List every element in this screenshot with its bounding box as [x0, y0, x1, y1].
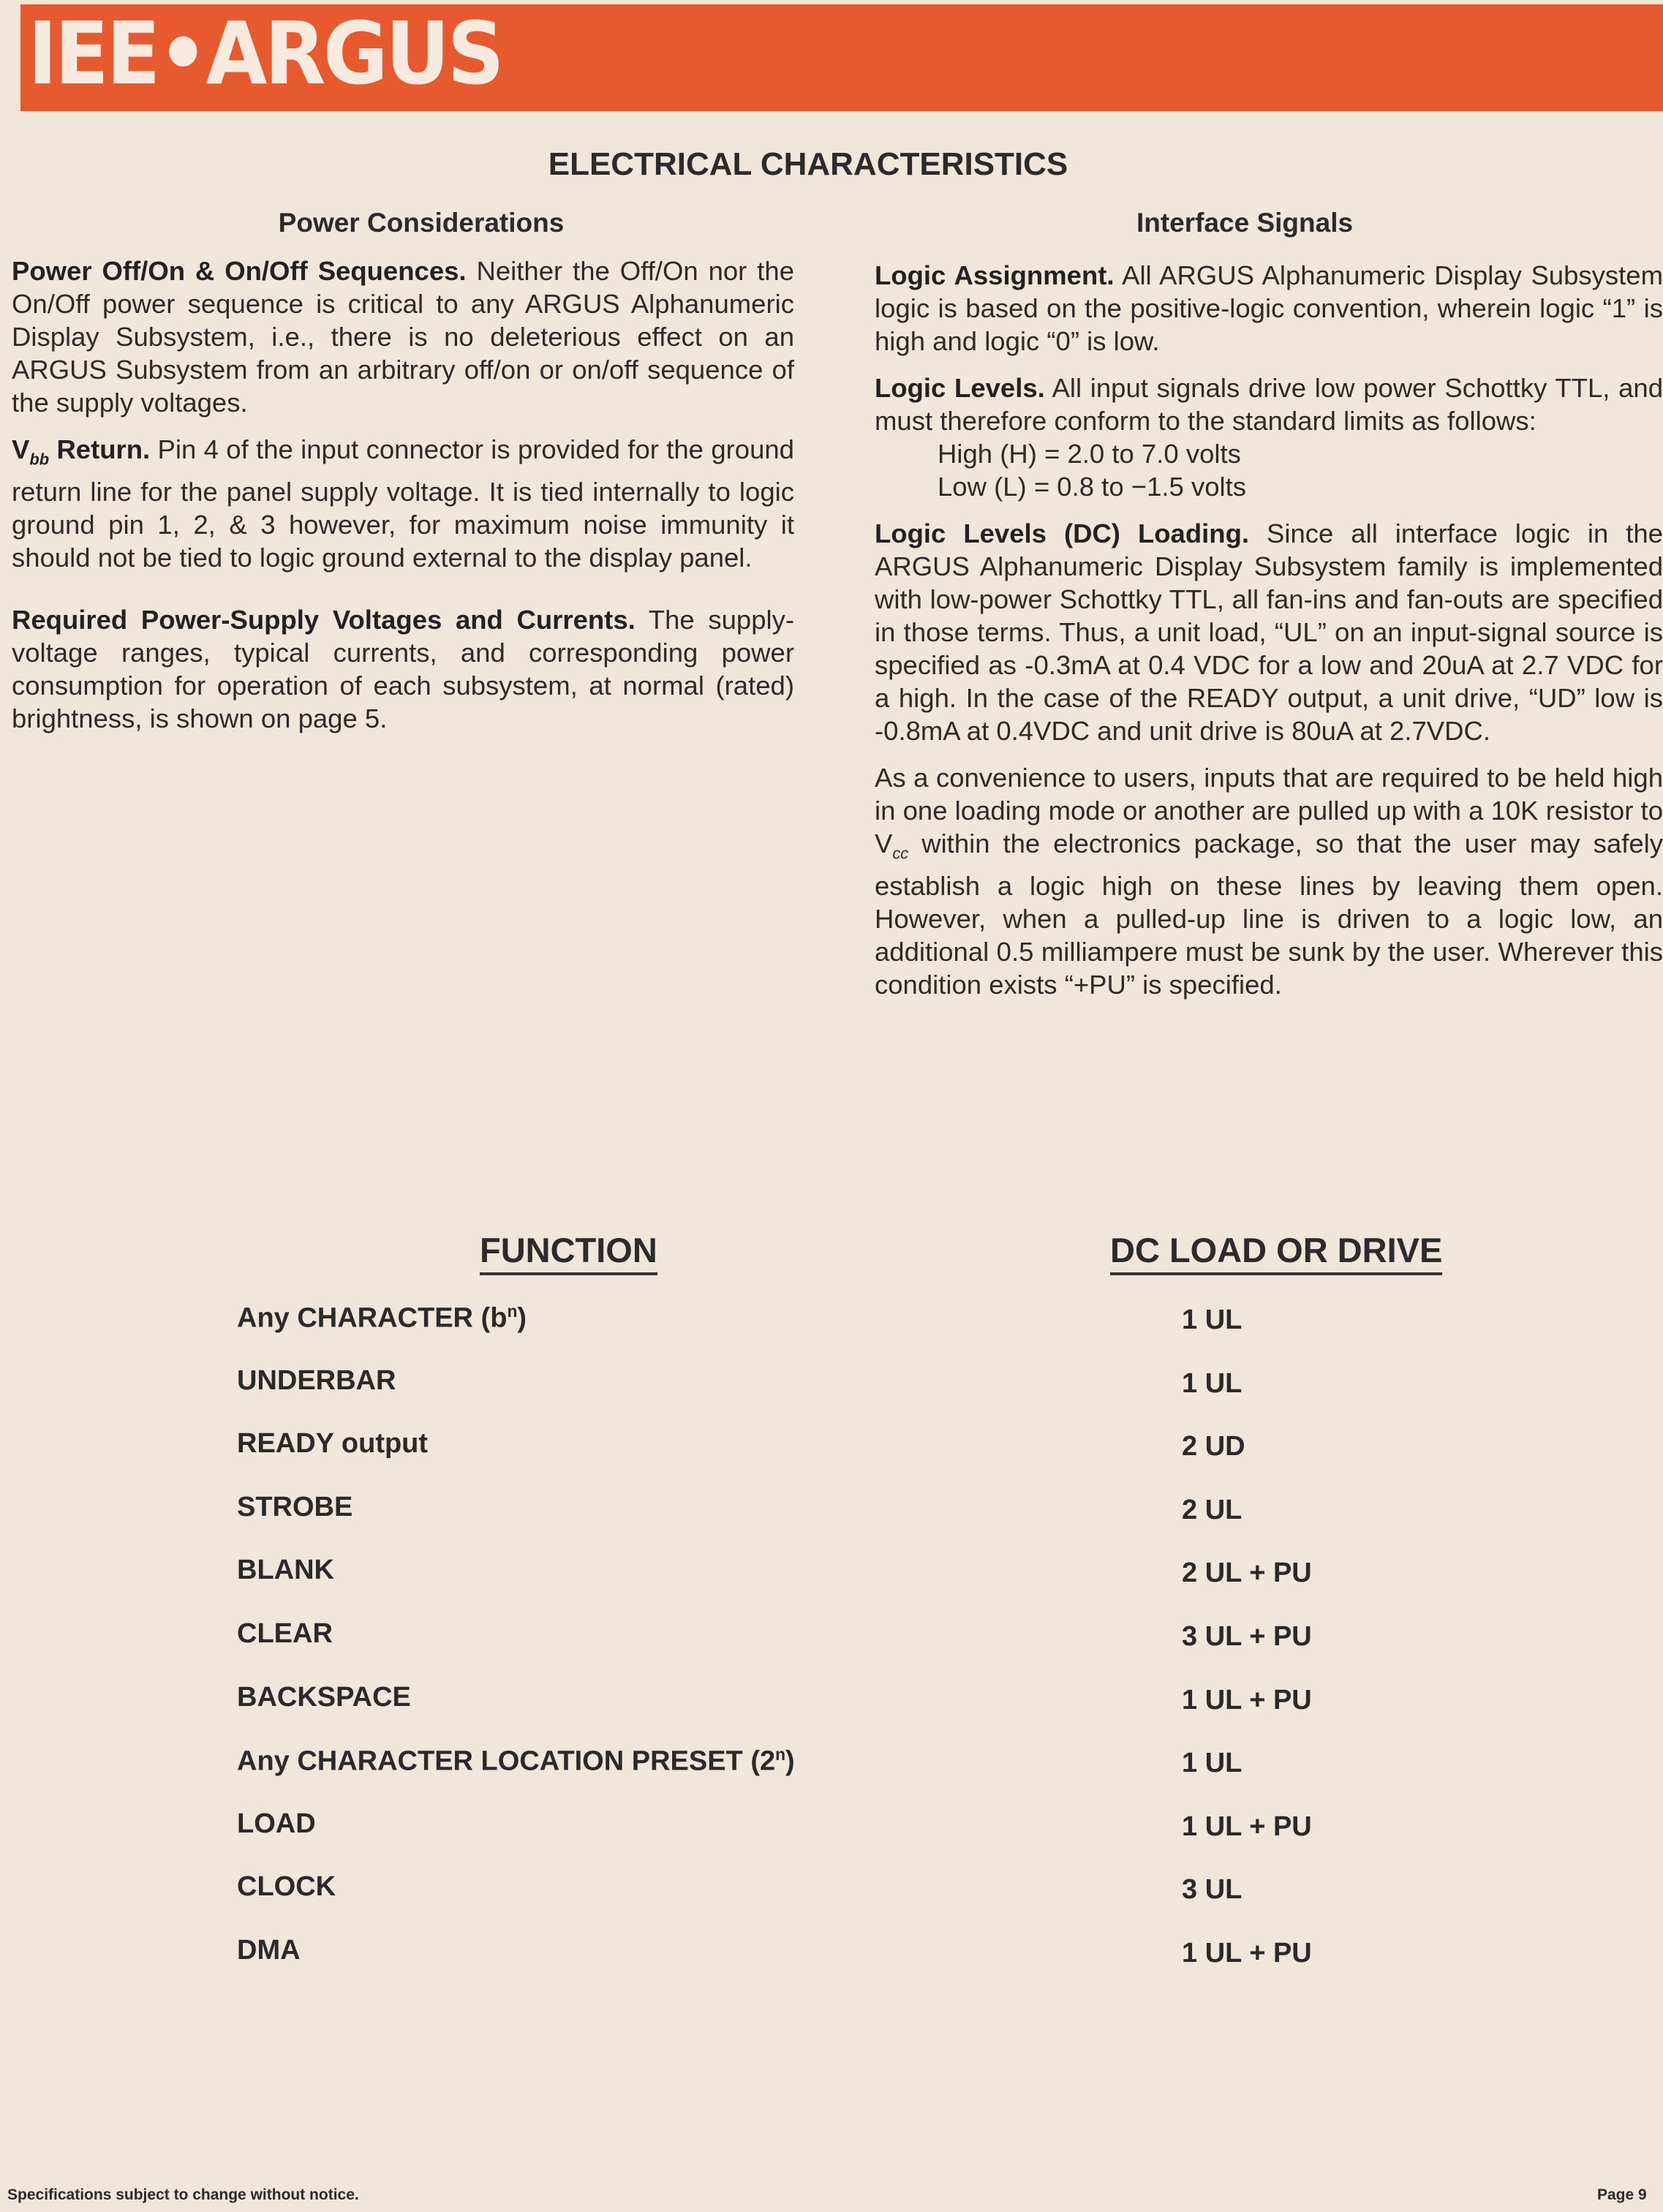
page-title: ELECTRICAL CHARACTERISTICS: [548, 146, 1068, 182]
logic-level-low: Low (L) = 0.8 to −1.5 volts: [938, 472, 1247, 502]
table-row-function: [237, 1365, 396, 1397]
table-row-function: [237, 1745, 795, 1778]
paragraph-logic-levels: [875, 371, 1663, 437]
title-rest: Return.: [49, 434, 151, 464]
paragraph-text: within the electronics package, so that the user may safely establish a logic high on these lines by leaving them open. However, when a pulled-up line is driven to a logic low, an additional 0.5 milliampere must be sunk by the user. Wherever this condition exists “+PU” is specified.: [875, 828, 1663, 1000]
left-column: [12, 254, 794, 749]
paragraph-title: Power Off/On & On/Off Sequences.: [12, 256, 467, 286]
function-label: READY output: [237, 1428, 429, 1459]
table-row-function: [237, 1935, 301, 1966]
function-label: Any CHARACTER LOCATION PRESET (2: [237, 1745, 776, 1777]
paragraph-text: Neither the Off/On nor the On/Off power sequence is critical to any ARGUS Alphanumeric Display Subsystem, i.e., there is no deleterious effect on an ARGUS Subsystem from an arbitrary off/on or on/off sequence of the supply voltages.: [12, 256, 794, 418]
table-row-load: 3 UL: [1182, 1874, 1242, 1905]
paragraph-text: Pin 4 of the input connector is provided for the ground return line for the panel supply voltage. It is tied internally to logic ground pin 1, 2, & 3 however, for maximum noise immunity it should not be tied to logic ground external to the display panel.: [12, 434, 794, 573]
paragraph-title: Required Power-Supply Voltages and Currents.: [12, 605, 636, 635]
paragraph-pull-up: [875, 761, 1663, 1001]
table-row-load: 1 UL + PU: [1182, 1811, 1312, 1842]
brand-logo: IEE•ARGUS: [28, 3, 502, 104]
function-label: DMA: [237, 1935, 301, 1966]
paragraph-text: The supply-voltage ranges, typical currents, and corresponding power consumption for operation of each subsystem, at normal (rated) brightness, is shown on page 5.: [12, 605, 795, 734]
table-row-load: 2 UL: [1182, 1495, 1242, 1525]
table-row-load: 1 UL + PU: [1182, 1938, 1312, 1968]
paragraph-logic-assignment: [875, 259, 1663, 358]
paragraph-text: Since all interface logic in the ARGUS Alphanumeric Display Subsystem family is implemented with low-power Schottky TTL, all fan-ins and fan-outs are specified in those terms. Thus, a unit load, “UL” on an input-signal source is specified as -0.3mA at 0.4 VDC for a low and 20uA at 2.7 VDC for a high. In the case of the READY output, a unit drive, “UD” low is -0.8mA at 0.4VDC and unit drive is 80uA at 2.7VDC.: [875, 518, 1663, 746]
footer-notice: Specifications subject to change without notice.: [7, 2186, 359, 2203]
function-label: BLANK: [237, 1555, 334, 1585]
title-subscript: bb: [29, 450, 50, 469]
right-column-heading: Interface Signals: [1136, 208, 1354, 238]
logic-level-high: High (H) = 2.0 to 7.0 volts: [938, 439, 1241, 469]
table-row-load: 1 UL: [1182, 1748, 1242, 1778]
paragraph-vbb-return: [12, 433, 794, 574]
paragraph-power-sequences: [12, 254, 794, 419]
table-row-function: [237, 1428, 428, 1460]
function-label: LOAD: [237, 1808, 316, 1839]
table-row-load: 1 UL: [1182, 1305, 1242, 1335]
paragraph-text: All input signals drive low power Schottky TTL, and must therefore conform to the standard limits as follows:: [875, 373, 1663, 436]
table-row-function: [237, 1492, 352, 1523]
page-number: Page 9: [1597, 2186, 1647, 2203]
function-close-paren: ): [785, 1745, 795, 1777]
function-label: CLOCK: [237, 1871, 336, 1902]
table-row-function: [237, 1618, 333, 1650]
paragraph-power-supply: [12, 603, 794, 735]
paragraph-title: Logic Assignment.: [875, 260, 1115, 290]
function-label: CLEAR: [237, 1618, 333, 1649]
function-label: BACKSPACE: [237, 1682, 411, 1713]
table-row-load: 1 UL: [1182, 1368, 1242, 1399]
title-symbol: V: [12, 434, 30, 464]
function-column-header: FUNCTION: [480, 1230, 657, 1275]
vcc-subscript: cc: [892, 844, 909, 863]
table-row-load: 3 UL + PU: [1182, 1621, 1312, 1652]
paragraph-dc-loading: [875, 517, 1663, 747]
table-row-function: [237, 1682, 411, 1713]
function-superscript: n: [507, 1302, 518, 1321]
paragraph-title: Logic Levels (DC) Loading.: [875, 518, 1250, 548]
table-row-function: [237, 1871, 336, 1903]
function-superscript: n: [775, 1745, 786, 1764]
load-column-header: DC LOAD OR DRIVE: [1110, 1230, 1442, 1275]
function-label: UNDERBAR: [237, 1365, 396, 1396]
right-column: [875, 259, 1663, 1015]
table-row-function: [237, 1302, 527, 1335]
table-row-load: 2 UL + PU: [1182, 1558, 1312, 1588]
table-row-load: 2 UD: [1182, 1431, 1245, 1462]
table-row-function: [237, 1555, 334, 1586]
table-row-load: 1 UL + PU: [1182, 1685, 1312, 1715]
paragraph-title: [12, 434, 151, 469]
paragraph-text: As a convenience to users, inputs that are required to be held high in one loading mode or another are pulled up with a 10K resistor to V: [875, 763, 1663, 858]
function-label: Any CHARACTER (b: [237, 1302, 508, 1334]
left-column-heading: Power Considerations: [278, 208, 565, 238]
paragraph-title: Logic Levels.: [875, 373, 1045, 403]
function-close-paren: ): [517, 1302, 527, 1334]
table-row-function: [237, 1808, 316, 1840]
paragraph-text: All ARGUS Alphanumeric Display Subsystem logic is based on the positive-logic convention, wherein logic “1” is high and logic “0” is low.: [875, 260, 1663, 356]
function-label: STROBE: [237, 1492, 353, 1522]
